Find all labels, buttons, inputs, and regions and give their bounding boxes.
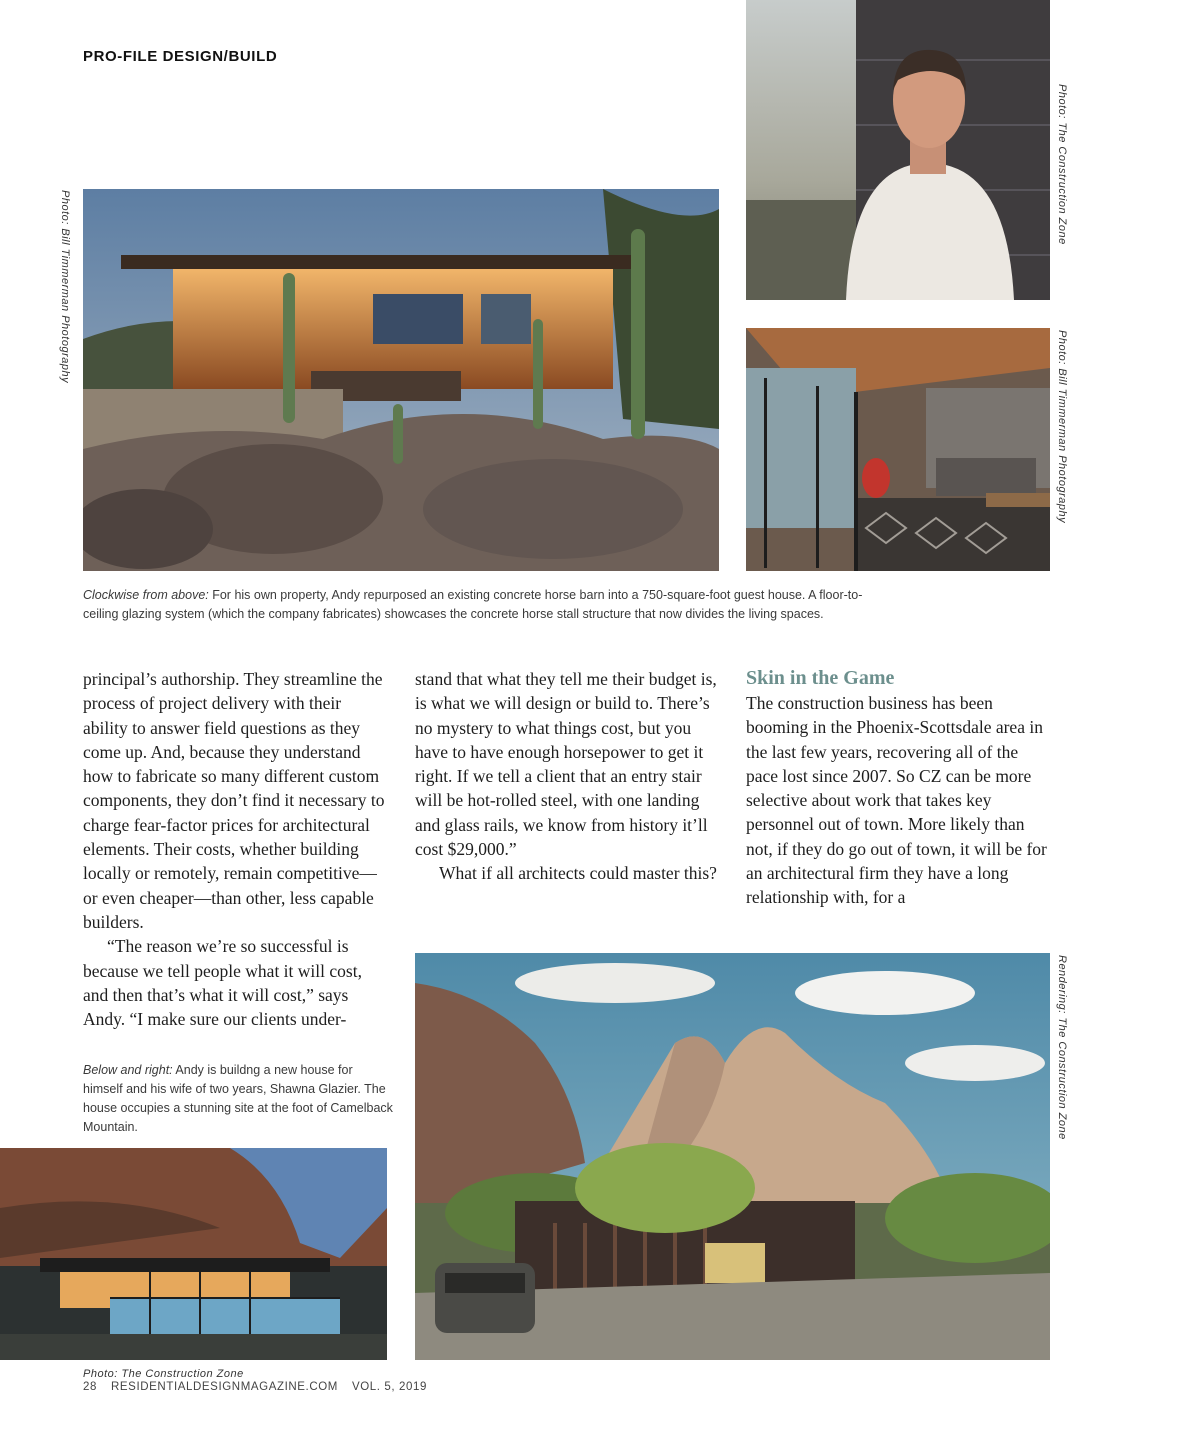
body-column-3 — [746, 667, 1051, 910]
interior-photo-credit: Photo: Bill Timmerman Photography — [1056, 330, 1068, 524]
new-house-photo-credit: Photo: The Construction Zone — [83, 1368, 244, 1380]
caption-text: For his own property, Andy repurposed an existing concrete horse barn into a 750-square-foot guest house. A floor-to-ceiling glazing system (which the company fabricates) showcases the concrete horse stall structure that now divides the living spaces. — [83, 588, 863, 621]
top-photo-caption — [83, 586, 863, 624]
body-paragraph: The construction business has been booming in the Phoenix-Scottsdale area in the last few years, recovering all of the pace lost since 2007. So CZ can be more selective about work that takes key personnel out of town. More likely than not, if they do go out of town, it will be for an architectural firm they have a long relationship with, for a — [746, 693, 1047, 908]
caption-lead: Below and right: — [83, 1063, 173, 1077]
section-label: PRO-FILE DESIGN/BUILD — [83, 48, 278, 65]
section-subheading: Skin in the Game — [746, 667, 895, 689]
guest-house-photo-credit: Photo: Bill Timmerman Photography — [59, 190, 71, 384]
body-column-2 — [415, 667, 720, 886]
magazine-site: RESIDENTIALDESIGNMAGAZINE.COM — [111, 1381, 338, 1393]
caption-text: Andy is buildng a new house for himself and his wife of two years, Shawna Glazier. The house occupies a stunning site at the foot of Camelback Mountain. — [83, 1063, 393, 1134]
issue-info: VOL. 5, 2019 — [351, 1381, 427, 1393]
bottom-photo-caption — [83, 1061, 393, 1137]
portrait-photo-credit: Photo: The Construction Zone — [1056, 84, 1068, 245]
rendering-photo-credit: Rendering: The Construction Zone — [1056, 955, 1068, 1140]
body-paragraph: principal’s authorship. They streamline the process of project delivery with their ability to answer field questions as they come up. And, because they understand how to fabricate so many different custom components, they don’t find it necessary to charge fear-factor prices for architectural elements. Their costs, whether building locally or remotely, remain competitive—or even cheaper—than other, less capable builders. — [83, 669, 385, 932]
portrait-photo — [746, 0, 1050, 300]
page-number: 28 — [83, 1381, 97, 1393]
new-house-photo — [0, 1148, 387, 1360]
rendering-photo — [415, 953, 1050, 1360]
caption-lead: Clockwise from above: — [83, 588, 209, 602]
page-footer — [83, 1381, 441, 1393]
body-paragraph: What if all architects could master this? — [439, 863, 717, 884]
body-column-1 — [83, 667, 388, 1031]
guest-house-photo — [83, 189, 719, 571]
interior-photo — [746, 328, 1050, 571]
body-paragraph: stand that what they tell me their budget is, is what we will design or build to. There’s no mystery to what things cost, but you have to have enough horsepower to get it right. If we tell a client that an entry stair will be hot-rolled steel, with one landing and glass rails, we know from history it’ll cost $29,000.” — [415, 669, 717, 860]
body-paragraph: “The reason we’re so successful is because we tell people what it will cost, and then that’s what it will cost,” says Andy. “I make sure our clients under- — [83, 936, 362, 1030]
